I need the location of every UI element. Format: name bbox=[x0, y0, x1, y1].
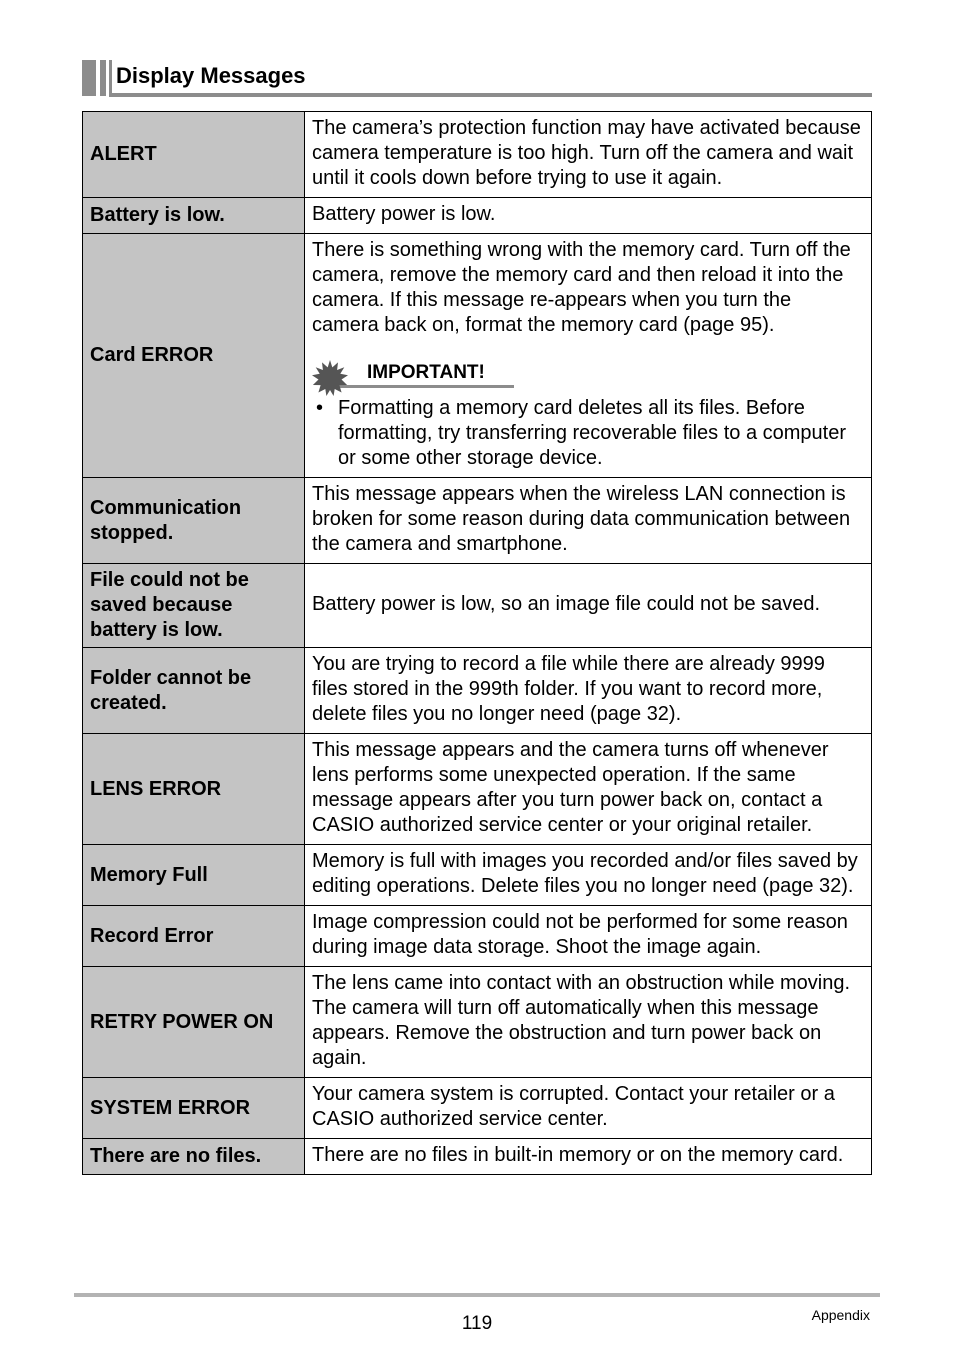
section-label: Appendix bbox=[811, 1307, 870, 1323]
message-name: RETRY POWER ON bbox=[83, 967, 305, 1078]
important-note bbox=[312, 396, 861, 471]
message-name: Card ERROR bbox=[83, 234, 305, 478]
header-bar-decoration bbox=[100, 60, 106, 96]
message-name: ALERT bbox=[83, 112, 305, 198]
page-number: 119 bbox=[461, 1313, 493, 1334]
table-row bbox=[83, 1078, 872, 1139]
header-bar-decoration bbox=[109, 60, 112, 96]
table-row bbox=[83, 564, 872, 648]
message-description: There are no files in built-in memory or on the memory card. bbox=[305, 1139, 872, 1175]
message-description-cell bbox=[305, 234, 872, 478]
important-starburst-icon bbox=[312, 360, 348, 396]
table-row bbox=[83, 112, 872, 198]
header-bar-decoration bbox=[82, 60, 96, 96]
footer-divider bbox=[74, 1293, 880, 1297]
table-row bbox=[83, 845, 872, 906]
header-underline bbox=[109, 93, 872, 97]
bullet-glyph: • bbox=[316, 397, 324, 419]
important-note-text: Formatting a memory card deletes all its files. Before formatting, try transferring recoverable files to a computer or some other storage device. bbox=[338, 397, 846, 469]
message-description: Image compression could not be performed for some reason during image data storage. Shoot the image again. bbox=[305, 906, 872, 967]
important-note-header bbox=[312, 360, 861, 394]
message-name: LENS ERROR bbox=[83, 734, 305, 845]
page-title: Display Messages bbox=[116, 63, 306, 88]
table-row bbox=[83, 967, 872, 1078]
important-label: IMPORTANT! bbox=[367, 362, 485, 383]
message-name: SYSTEM ERROR bbox=[83, 1078, 305, 1139]
message-name: Record Error bbox=[83, 906, 305, 967]
message-description: The camera’s protection function may have activated because camera temperature is too high. Turn off the camera and wait until it cools down before trying to use it again. bbox=[305, 112, 872, 198]
table-row bbox=[83, 648, 872, 734]
message-name: Folder cannot be created. bbox=[83, 648, 305, 734]
message-description: This message appears and the camera turns off whenever lens performs some unexpected operation. If the same message appears after you turn power back on, contact a CASIO authorized service center or your original retailer. bbox=[305, 734, 872, 845]
message-name: Memory Full bbox=[83, 845, 305, 906]
message-description: The lens came into contact with an obstruction while moving. The camera will turn off automatically when this message appears. Remove the obstruction and turn power back on again. bbox=[305, 967, 872, 1078]
table-row bbox=[83, 1139, 872, 1175]
message-description: Battery power is low. bbox=[305, 198, 872, 234]
table-row bbox=[83, 734, 872, 845]
table-row bbox=[83, 478, 872, 564]
display-messages-table bbox=[82, 111, 872, 1175]
message-description: There is something wrong with the memory card. Turn off the camera, remove the memory card and then reload it into the camera. If this message re-appears when you turn the camera back on, format the memory card (page 95). bbox=[312, 239, 851, 336]
section-header bbox=[82, 60, 872, 98]
message-name: There are no files. bbox=[83, 1139, 305, 1175]
message-description: Memory is full with images you recorded and/or files saved by editing operations. Delete files you no longer need (page 32). bbox=[305, 845, 872, 906]
table-row bbox=[83, 198, 872, 234]
message-description: You are trying to record a file while there are already 9999 files stored in the 999th folder. If you want to record more, delete files you no longer need (page 32). bbox=[305, 648, 872, 734]
message-name: File could not be saved because battery is low. bbox=[83, 564, 305, 648]
table-row bbox=[83, 234, 872, 478]
message-description: This message appears when the wireless LAN connection is broken for some reason during data communication between the camera and smartphone. bbox=[305, 478, 872, 564]
message-name: Battery is low. bbox=[83, 198, 305, 234]
message-description: Your camera system is corrupted. Contact your retailer or a CASIO authorized service center. bbox=[305, 1078, 872, 1139]
table-row bbox=[83, 906, 872, 967]
message-name: Communication stopped. bbox=[83, 478, 305, 564]
important-underline bbox=[330, 385, 514, 388]
message-description: Battery power is low, so an image file could not be saved. bbox=[305, 564, 872, 648]
